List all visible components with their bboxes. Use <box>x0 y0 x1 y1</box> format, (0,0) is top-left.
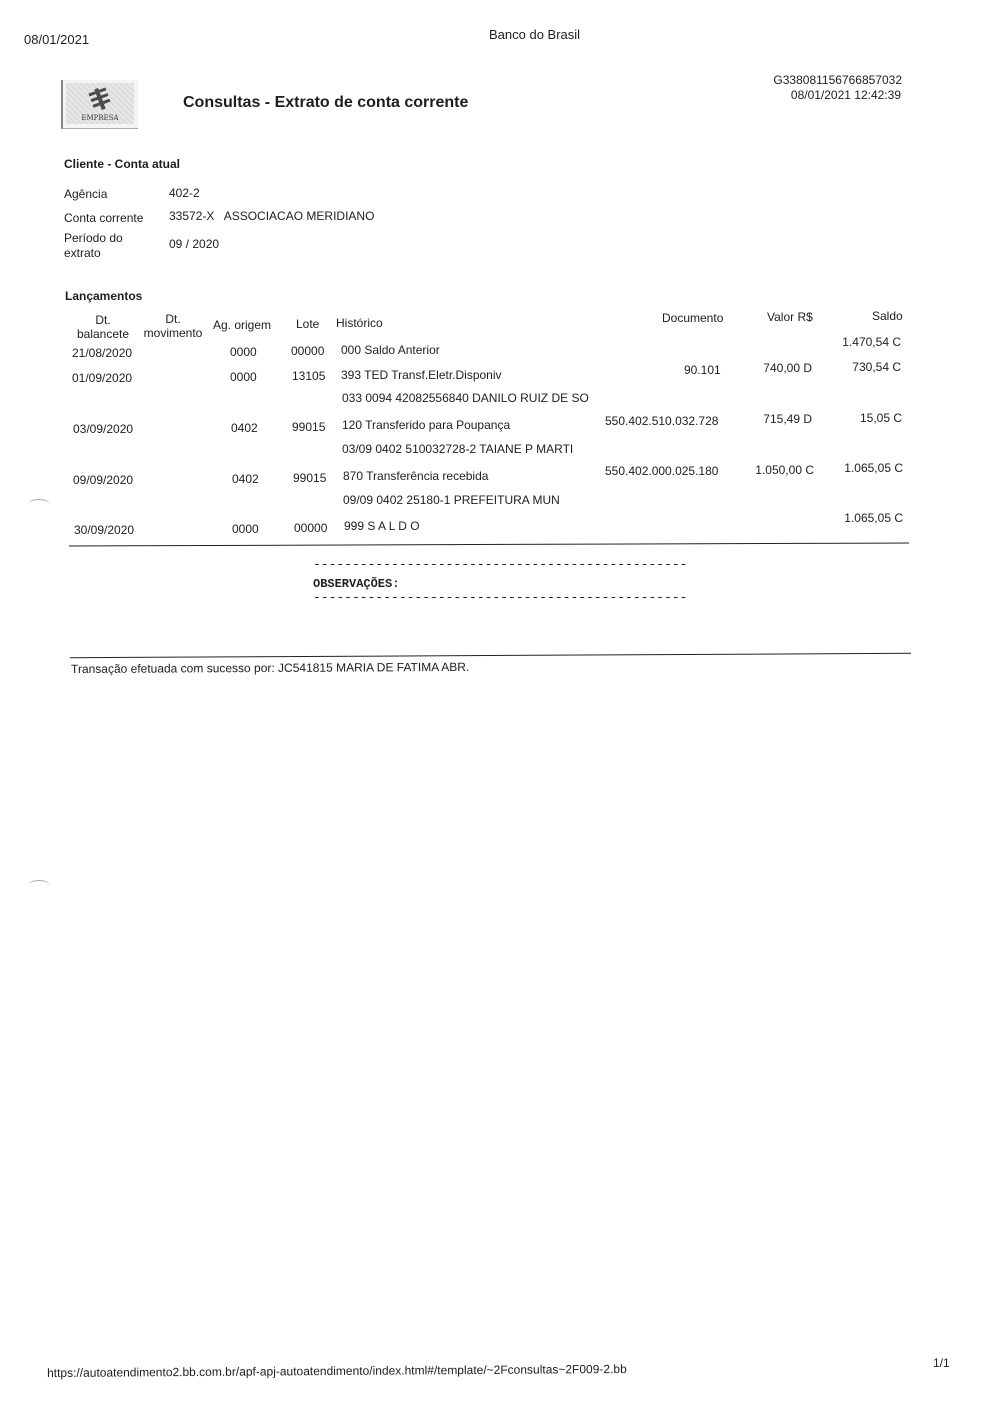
row-saldo: 1.065,05 C <box>844 511 903 525</box>
transaction-note: Transação efetuada com sucesso por: JC541815 MARIA DE FATIMA ABR. <box>71 659 470 676</box>
row-historico-detail: 09/09 0402 25180-1 PREFEITURA MUN <box>343 493 560 507</box>
footer-rule <box>70 653 911 658</box>
row-saldo: 1.065,05 C <box>844 461 903 475</box>
header-saldo: Saldo <box>872 309 903 323</box>
row-lote: 00000 <box>291 344 325 358</box>
row-ag-origem: 0402 <box>232 472 259 486</box>
header-dt-balancete-2: balancete <box>76 327 130 341</box>
row-historico-detail: 033 0094 42082556840 DANILO RUIZ DE SO <box>342 391 589 405</box>
print-date: 08/01/2021 <box>24 32 90 47</box>
row-ag-origem: 0000 <box>230 345 257 359</box>
row-lote: 99015 <box>292 420 326 434</box>
periodo-value: 09 / 2020 <box>169 237 220 251</box>
scan-mark <box>28 499 50 510</box>
row-lote: 13105 <box>292 369 326 383</box>
row-dt-balancete: 09/09/2020 <box>73 473 134 487</box>
conta-value: 33572-X ASSOCIACAO MERIDIANO <box>169 209 375 223</box>
header-ag-origem: Ag. origem <box>213 318 272 332</box>
doc-ref-code: G338081156766857032 <box>773 73 902 87</box>
row-saldo: 1.470,54 C <box>842 335 901 349</box>
row-valor: 715,49 D <box>763 412 812 426</box>
header-historico: Histórico <box>336 316 383 330</box>
client-section-title: Cliente - Conta atual <box>64 157 181 171</box>
row-ag-origem: 0000 <box>230 370 257 384</box>
conta-label: Conta corrente <box>64 211 144 225</box>
page-title: Consultas - Extrato de conta corrente <box>183 94 469 111</box>
page-number: 1/1 <box>933 1356 950 1370</box>
lancamentos-section-title: Lançamentos <box>65 289 143 303</box>
header-dt-balancete-1: Dt. <box>95 313 111 327</box>
row-lote: 99015 <box>293 471 327 485</box>
bb-logo-icon <box>66 85 134 115</box>
row-ag-origem: 0000 <box>232 522 259 536</box>
row-historico-detail: 03/09 0402 510032728-2 TAIANE P MARTI <box>342 442 574 456</box>
header-lote: Lote <box>296 317 320 331</box>
table-bottom-rule <box>69 543 909 547</box>
row-historico: 999 S A L D O <box>344 519 420 533</box>
row-historico: 120 Transferido para Poupança <box>342 418 511 432</box>
row-historico: 000 Saldo Anterior <box>341 343 440 357</box>
row-valor: 740,00 D <box>763 361 812 375</box>
footer-url[interactable]: https://autoatendimento2.bb.com.br/apf-apj-autoatendimento/index.html#/template/~2Fconsultas~2F009-2.bb <box>47 1361 627 1380</box>
observacoes-dashes-bottom: ------------------------------------------------ <box>313 590 688 605</box>
header-documento: Documento <box>662 311 724 325</box>
observacoes-dashes-top: ------------------------------------------------ <box>313 557 688 572</box>
row-historico: 393 TED Transf.Eletr.Disponiv <box>341 368 502 382</box>
row-documento: 90.101 <box>684 363 721 377</box>
logo-caption: EMPRESA <box>81 114 119 122</box>
row-ag-origem: 0402 <box>231 421 258 435</box>
periodo-label-2: extrato <box>64 246 101 260</box>
print-title: Banco do Brasil <box>489 27 581 42</box>
row-saldo: 15,05 C <box>859 411 902 425</box>
row-historico: 870 Transferência recebida <box>343 469 489 483</box>
scan-mark <box>28 880 50 891</box>
agencia-value: 402-2 <box>169 186 200 200</box>
row-dt-balancete: 21/08/2020 <box>72 346 133 360</box>
row-documento: 550.402.510.032.728 <box>605 414 719 428</box>
observacoes-label: OBSERVAÇÕES: <box>313 577 400 591</box>
row-saldo: 730,54 C <box>852 360 901 374</box>
header-dt-movimento-2: movimento <box>143 326 203 340</box>
doc-ref-datetime: 08/01/2021 12:42:39 <box>790 88 901 102</box>
row-dt-balancete: 01/09/2020 <box>72 371 133 385</box>
row-lote: 00000 <box>294 521 328 535</box>
bank-logo <box>61 80 138 129</box>
row-documento: 550.402.000.025.180 <box>605 464 719 478</box>
row-valor: 1.050,00 C <box>755 463 814 477</box>
row-dt-balancete: 03/09/2020 <box>73 422 134 436</box>
periodo-label-1: Período do <box>64 231 123 245</box>
agencia-label: Agência <box>64 187 108 201</box>
row-dt-balancete: 30/09/2020 <box>74 523 135 537</box>
header-dt-movimento-1: Dt. <box>165 312 181 326</box>
header-valor: Valor R$ <box>767 310 813 324</box>
